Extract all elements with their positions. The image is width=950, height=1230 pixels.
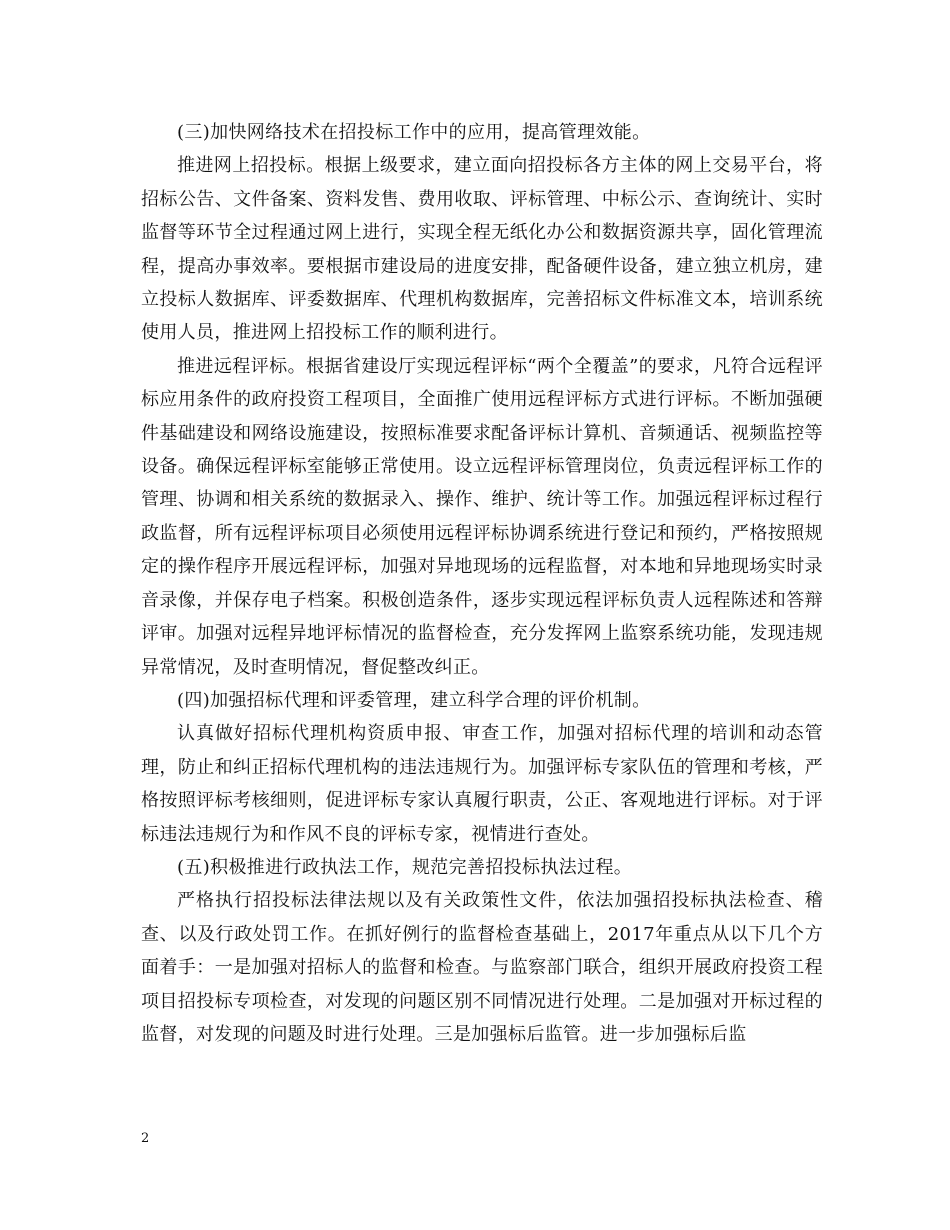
section-heading-4: (四)加强招标代理和评委管理，建立科学合理的评价机制。 [177,689,651,711]
paragraph-remote-evaluation: 推进远程评标。根据省建设厅实现远程评标“两个全覆盖”的要求，凡符合远程评标应用条件的政府投资工程项目，全面推广使用远程评标方式进行评标。不断加强硬件基础建设和网络设施建设，按照标准要求配备评标计算机、音频通话、视频监控等设备。确保远程评标室能够正常使用。设立远程评标管理岗位，负责远程评标工作的管理、协调和相关系统的数据录入、操作、维护、统计等工作。加强远程评标过程行政监督，所有远程评标项目必须使用远程评标协调系统进行登记和预约，严格按照规定的操作程序开展远程评标，加强对异地现场的远程监督，对本地和异地现场实时录音录像，并保存电子档案。积极创造条件，逐步实现远程评标负责人远程陈述和答辩评审。加强对远程异地评标情况的监督检查，充分发挥网上监察系统功能，发现违规异常情况，及时查明情况，督促整改纠正。 [141,355,823,678]
paragraph-law-enforcement: 严格执行招投标法律法规以及有关政策性文件，依法加强招投标执法检查、稽查、以及行政处罚工作。在抓好例行的监督检查基础上，2017年重点从以下几个方面着手：一是加强对招标人的监督和检查。与监察部门联合，组织开展政府投资工程项目招投标专项检查，对发现的问题区别不同情况进行处理。二是加强对开标过程的监督，对发现的问题及时进行处理。三是加强标后监管。进一步加强标后监 [141,890,823,1045]
section-heading-3: (三)加快网络技术在招投标工作中的应用，提高管理效能。 [177,122,651,143]
page-number: 2 [141,1131,150,1146]
paragraph-online-bidding: 推进网上招投标。根据上级要求，建立面向招投标各方主体的网上交易平台，将招标公告、文件备案、资料发售、费用收取、评标管理、中标公示、查询统计、实时监督等环节全过程通过网上进行，实现全程无纸化办公和数据资源共享，固化管理流程，提高办事效率。要根据市建设局的进度安排，配备硬件设备，建立独立机房，建立投标人数据库、评委数据库、代理机构数据库，完善招标文件标准文本，培训系统使用人员，推进网上招投标工作的顺利进行。 [141,155,823,344]
paragraph-agency-management: 认真做好招标代理机构资质申报、审查工作，加强对招标代理的培训和动态管理，防止和纠正招标代理机构的违法违规行为。加强评标专家队伍的管理和考核，严格按照评标考核细则，促进评标专家认真履行职责，公正、客观地进行评标。对于评标违法违规行为和作风不良的评标专家，视情进行查处。 [141,723,823,845]
section-heading-5: (五)积极推进行政执法工作，规范完善招投标执法过程。 [177,856,633,878]
document-body [141,116,823,1051]
